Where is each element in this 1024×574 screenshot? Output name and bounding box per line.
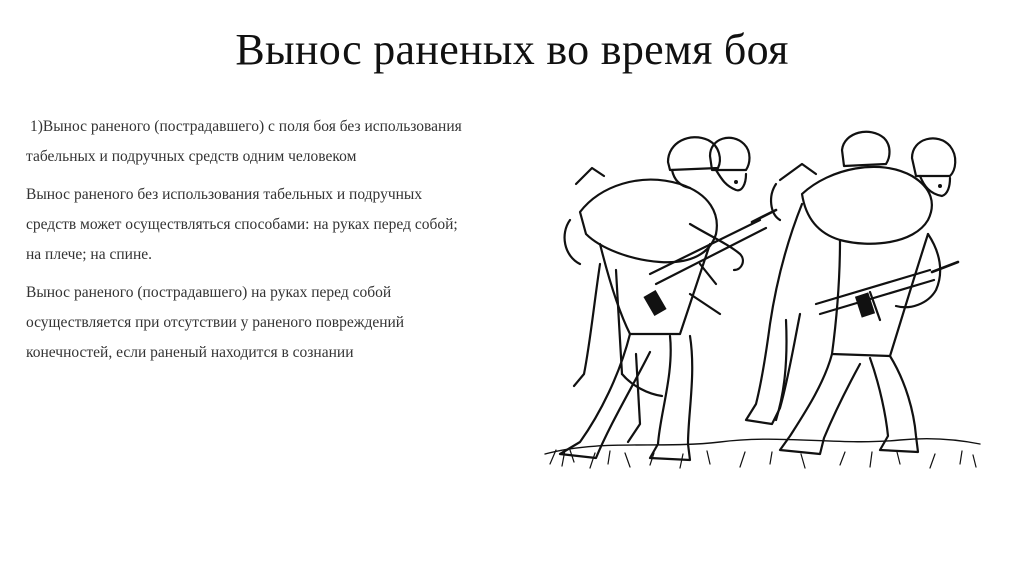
paragraph-2: Вынос раненого без использования табельных и подручных средств может осуществляться способами: на руках перед собой; на плече; на спине. [26, 186, 458, 263]
slide-title: Вынос раненых во время боя [235, 25, 789, 74]
paragraph-1: 1)Вынос раненого (пострадавшего) с поля боя без использования табельных и подручных средств одним человеком [26, 118, 462, 165]
paragraph-3: Вынос раненого (пострадавшего) на руках перед собой осуществляется при отсутствии у раненого повреждений конечностей, если раненый находится в сознании [26, 284, 405, 361]
illustration-drawing [540, 124, 985, 484]
soldiers-carrying-wounded-illustration [540, 124, 985, 484]
text-block [26, 112, 476, 376]
